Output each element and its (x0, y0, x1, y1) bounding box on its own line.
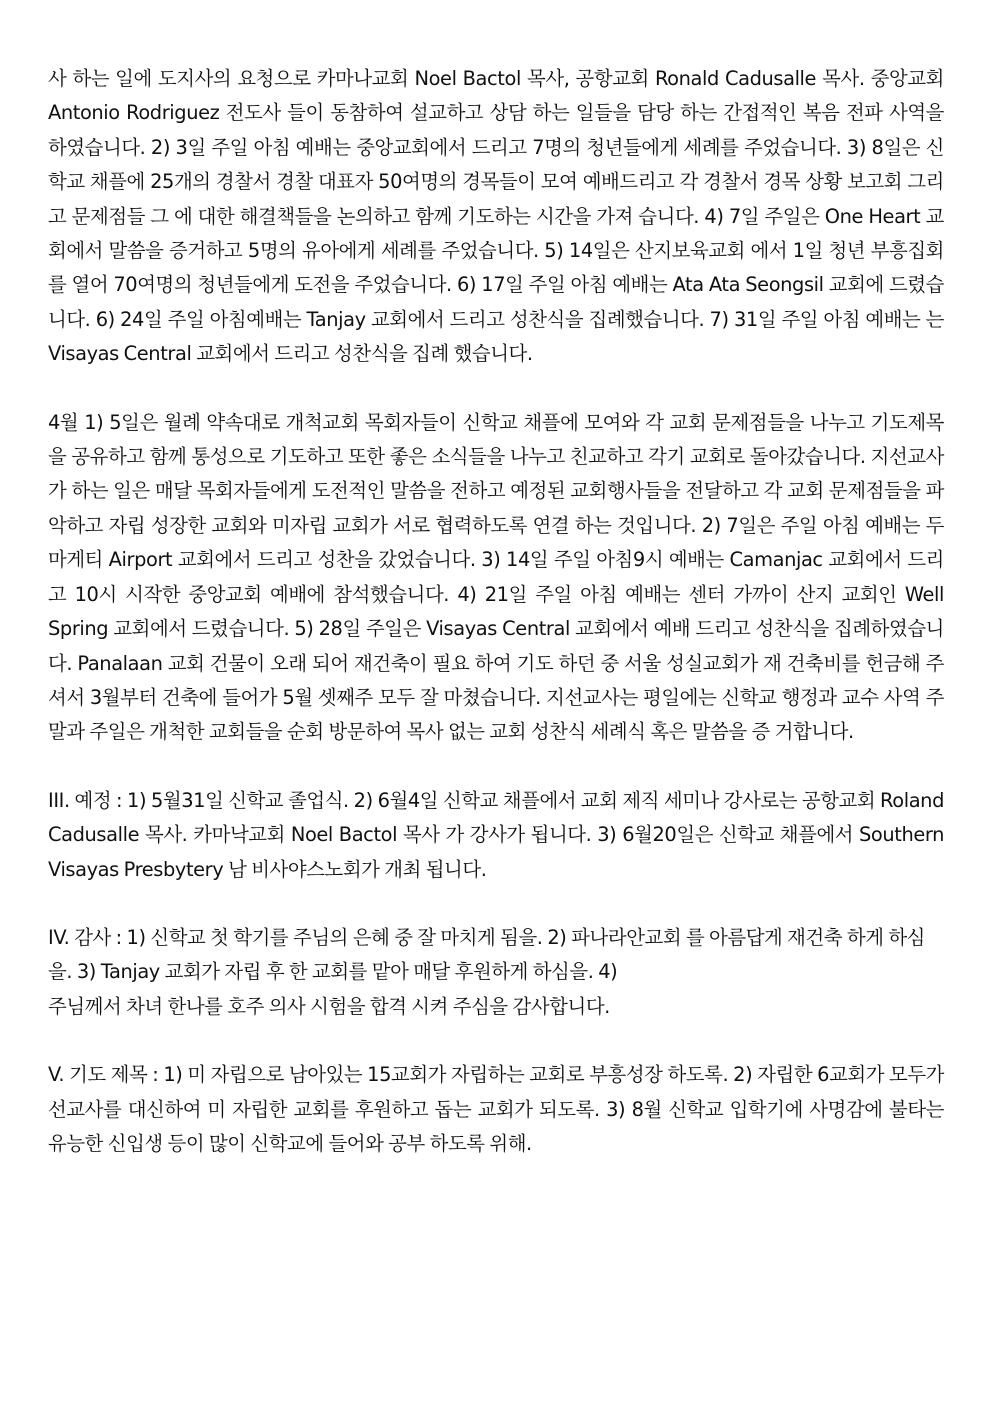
paragraph-thanks (48, 921, 944, 1024)
thanks-line-2: 주님께서 차녀 한나를 호주 의사 시험을 합격 시켜 주심을 감사합니다. (48, 994, 610, 1018)
paragraph-march-activities: 사 하는 일에 도지사의 요청으로 카마나교회 Noel Bactol 목사, 공항교회 Ronald Cadusalle 목사. 중앙교회 Antonio Rodriguez 전도사 들이 동참하여 설교하고 상담 하는 일들을 담당 하는 간접적인 복음 전파 사역을 하였습니다. 2) 3일 주일 아침 예배는 중앙교회에서 드리고 7명의 청년들에게 세례를 주었습니다. 3) 8일은 신학교 채플에 25개의 경찰서 경찰 대표자 50여명의 경목들이 모여 예배드리고 각 경찰서 경목 상황 보고회 그리고 문제점들 그 에 대한 해결책들을 논의하고 함께 기도하는 시간을 가져 습니다. 4) 7일 주일은 One Heart 교회에서 말씀을 증거하고 5명의 유아에게 세례를 주었습니다. 5) 14일은 산지보육교회 에서 1일 청년 부흥집회를 열어 70여명의 청년들에게 도전을 주었습니다. 6) 17일 주일 아침 예배는 Ata Ata Seongsil 교회에 드렸습니다. 6) 24일 주일 아침예배는 Tanjay 교회에서 드리고 성찬식을 집례했습니다. 7) 31일 주일 아침 예배는 는 Visayas Central 교회에서 드리고 성찬식을 집례 했습니다. (48, 67, 944, 366)
paragraph-prayer-requests: V. 기도 제목 : 1) 미 자립으로 남아있는 15교회가 자립하는 교회로 부흥성장 하도록. 2) 자립한 6교회가 모두가 선교사를 대신하여 미 자립한 교회를 후원하고 돕는 교회가 되도록. 3) 8월 신학교 입학기에 사명감에 불타는 유능한 신입생 등이 많이 신학교에 들어와 공부 하도록 위해. (48, 1063, 944, 1155)
paragraph-april-activities: 4월 1) 5일은 월례 약속대로 개척교회 목회자들이 신학교 채플에 모여와 각 교회 문제점들을 나누고 기도제목을 공유하고 함께 통성으로 기도하고 또한 좋은 소식들을 나누고 친교하고 각기 교회로 돌아갔습니다. 지선교사가 하는 일은 매달 목회자들에게 도전적인 말씀을 전하고 예정된 교회행사들을 전달하고 각 교회 문제점들을 파악하고 자립 성장한 교회와 미자립 교회가 서로 협력하도록 연결 하는 것입니다. 2) 7일은 주일 아침 예배는 두마게티 Airport 교회에서 드리고 성찬을 갔었습니다. 3) 14일 주일 아침9시 예배는 Camanjac 교회에서 드리고 10시 시작한 중앙교회 예배에 참석했습니다. 4) 21일 주일 아침 예배는 센터 가까이 산지 교회인 Well Spring 교회에서 드렸습니다. 5) 28일 주일은 Visayas Central 교회에서 예배 드리고 성찬식을 집례하였습니다. Panalaan 교회 건물이 오래 되어 재건축이 필요 하여 기도 하던 중 서울 성실교회가 재 건축비를 헌금해 주셔서 3월부터 건축에 들어가 5월 셋째주 모두 잘 마쳤습니다. 지선교사는 평일에는 신학교 행정과 교수 사역 주말과 주일은 개척한 교회들을 순회 방문하여 목사 없는 교회 성찬식 세례식 혹은 말씀을 증 거합니다. (48, 410, 944, 744)
thanks-line-1: IV. 감사 : 1) 신학교 첫 학기를 주님의 은혜 중 잘 마치게 됨을. 2) 파나라안교회 를 아름답게 재건축 하게 하심을. 3) Tanjay 교회가 자립 후 한 교회를 맡아 매달 후원하게 하심을. 4) (48, 925, 925, 984)
paragraph-schedule: III. 예정 : 1) 5월31일 신학교 졸업식. 2) 6월4일 신학교 채플에서 교회 제직 세미나 강사로는 공항교회 Roland Cadusalle 목사. 카마낙교회 Noel Bactol 목사 가 강사가 됩니다. 3) 6월20일은 신학교 채플에서 Southern Visayas Presbytery 남 비사야스노회가 개최 됩니다. (48, 788, 944, 881)
document-body (48, 62, 944, 1195)
